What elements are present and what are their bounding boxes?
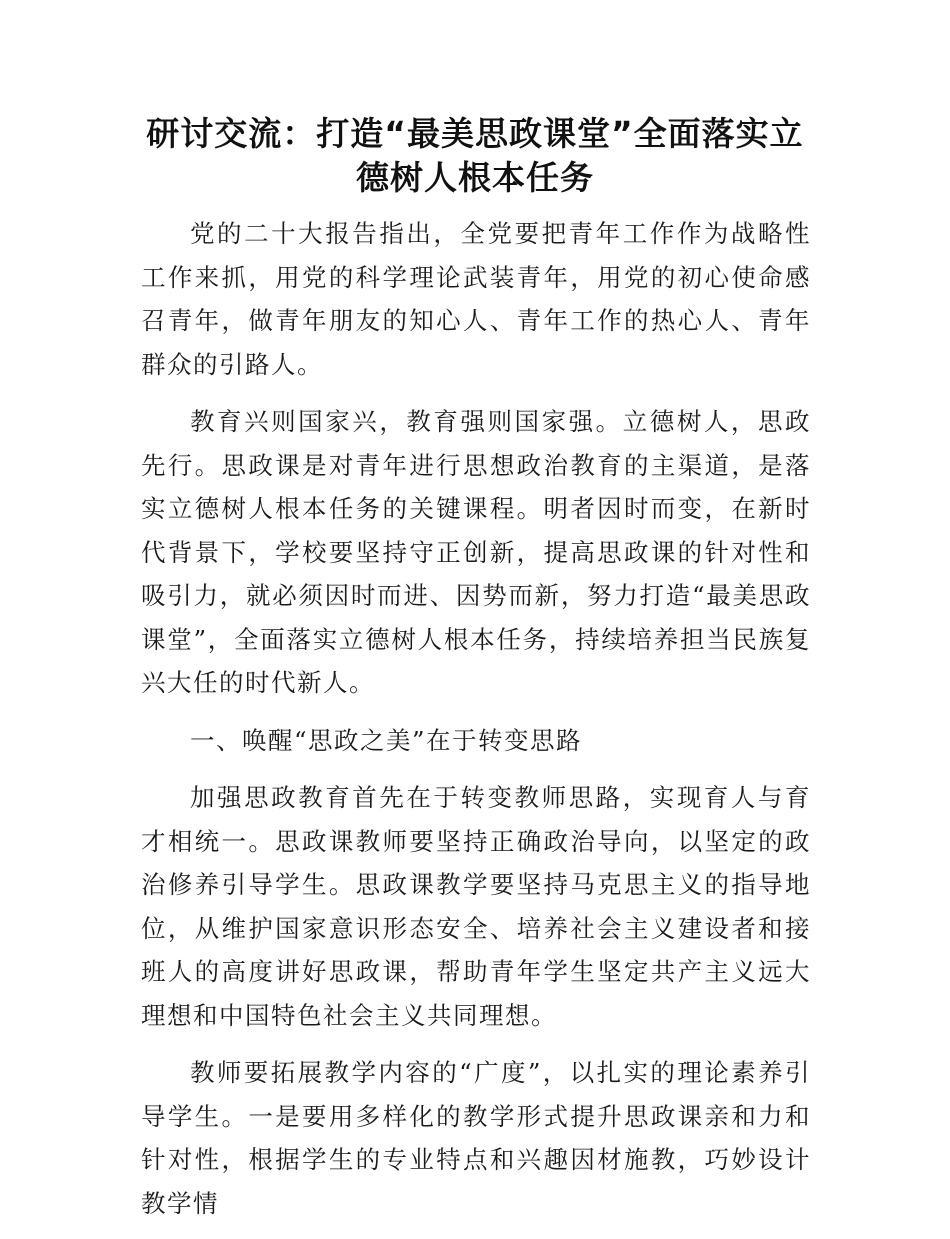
- document-title-line-1: 研讨交流：打造“最美思政课堂”全面落实立: [146, 114, 804, 153]
- paragraph-teacher-mindset: 加强思政教育首先在于转变教师思路，实现育人与育才相统一。思政课教师要坚持正确政治导向，以坚定的政治修养引导学生。思政课教学要坚持马克思主义的指导地位，从维护国家意识形态安全、培养社会主义建设者和接班人的高度讲好思政课，帮助青年学生坚定共产主义远大理想和中国特色社会主义共同理想。: [141, 783, 811, 1030]
- paragraph-education: 教育兴则国家兴，教育强则国家强。立德树人，思政先行。思政课是对青年进行思想政治教育的主渠道，是落实立德树人根本任务的关键课程。明者因时而变，在新时代背景下，学校要坚持守正创新，提高思政课的针对性和吸引力，就必须因时而进、因势而新，努力打造“最美思政课堂”，全面落实立德树人根本任务，持续培养担当民族复兴大任的时代新人。: [141, 407, 811, 697]
- document-body: [141, 212, 811, 1239]
- paragraph-teaching-breadth: 教师要拓展教学内容的“广度”，以扎实的理论素养引导学生。一是要用多样化的教学形式提升思政课亲和力和针对性，根据学生的专业特点和兴趣因材施教，巧妙设计教学情: [141, 1058, 811, 1218]
- document-title: [100, 112, 850, 200]
- document-title-line-2: 德树人根本任务: [356, 158, 594, 197]
- paragraph-intro: 党的二十大报告指出，全党要把青年工作作为战略性工作来抓，用党的科学理论武装青年，用党的初心使命感召青年，做青年朋友的知心人、青年工作的热心人、青年群众的引路人。: [141, 219, 811, 379]
- section-heading-1: 一、唤醒“思政之美”在于转变思路: [190, 725, 583, 755]
